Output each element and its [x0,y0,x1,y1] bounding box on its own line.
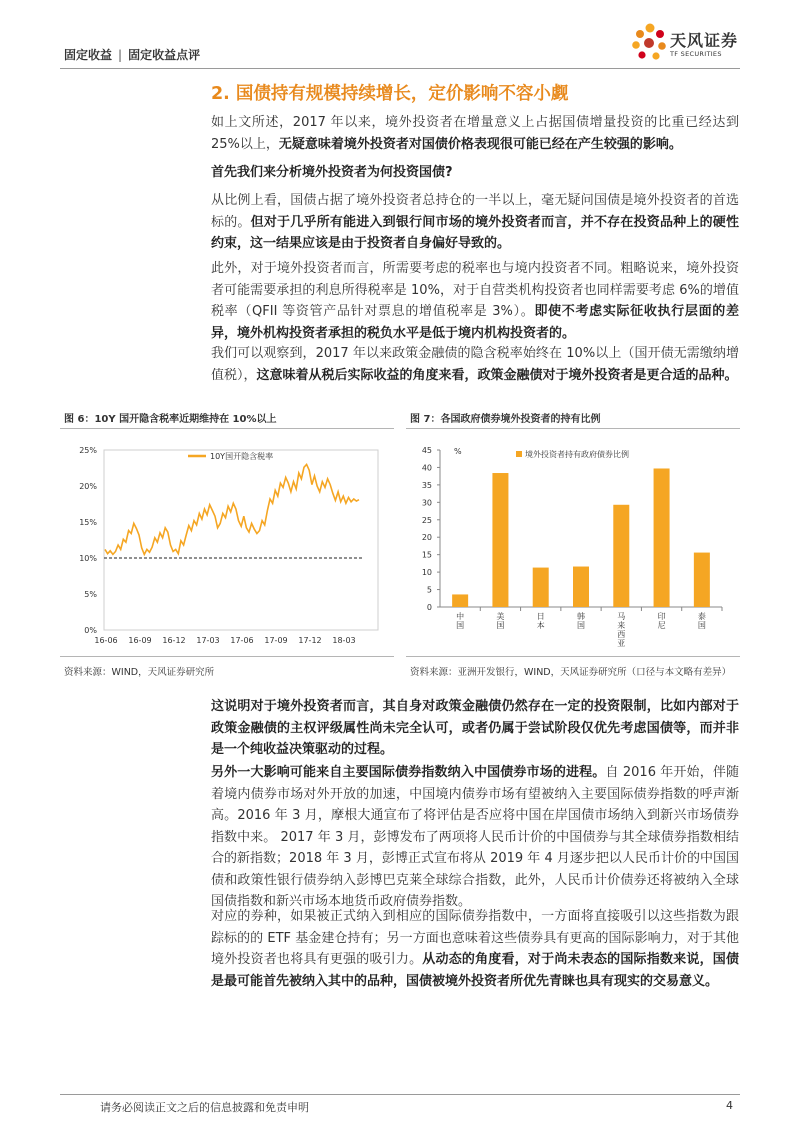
y-tick-label: 0% [84,626,97,635]
x-tick-label: 16-09 [128,636,152,645]
figure-7-bottom-rule [406,656,740,657]
unit-label: % [454,447,462,456]
x-tick-label: 16-06 [94,636,118,645]
x-tick-label: 17-09 [264,636,288,645]
brand-name-cn: 天风证券 [670,31,739,50]
y-tick-label: 25% [79,446,97,455]
legend-label: 境外投资者持有政府债券比例 [525,450,629,459]
bar-3 [573,567,589,607]
x-tick-label-2: 日本 [536,612,545,630]
brand-flower-icon [628,20,668,64]
figure-6-line-chart [60,432,394,654]
x-tick-label: 18-03 [332,636,356,645]
y-tick-label: 10% [79,554,97,563]
x-tick-label: 16-12 [162,636,186,645]
paragraph-3 [211,190,739,255]
figure-7-title: 图 7：各国政府债券境外投资者的持有比例 [410,414,601,425]
page-number: 4 [726,1099,733,1112]
bar-0 [452,594,468,607]
y-tick-label: 0 [426,603,432,612]
paragraph-5 [211,343,739,386]
bar-1 [492,473,508,607]
x-tick-label-1: 美国 [496,612,505,630]
header-subcategory: 固定收益点评 [128,48,201,62]
figure-6-top-rule [60,428,394,429]
brand-logo [628,20,748,68]
y-tick-label: 20 [421,533,432,543]
header-divider [60,68,740,69]
paragraph-1-text: 如上文所述，2017 年以来，境外投资者在增量意义上占据国债增量投资的比重已经达到 25%以上， [211,115,739,152]
bar-2 [533,568,549,607]
legend-swatch [516,451,522,457]
bar-6 [694,553,710,607]
paragraph-8 [211,906,739,992]
y-tick-label: 35 [421,480,432,490]
brand-name-en: TF SECURITIES [670,50,722,58]
x-tick-label-6: 泰国 [697,612,706,630]
figure-6-title: 图 6：10Y 国开隐含税率近期维持在 10%以上 [64,414,277,425]
x-tick-label: 17-12 [298,636,322,645]
footer-disclaimer: 请务必阅读正文之后的信息披露和免责申明 [100,1101,309,1114]
y-tick-label: 25 [421,515,432,525]
paragraph-7 [211,762,739,913]
y-tick-label: 5 [426,585,432,595]
paragraph-5-bold: 这意味着从税后实际收益的角度来看，政策金融债对于境外投资者是更合适的品种。 [256,367,738,383]
y-tick-label: 15% [79,518,97,527]
paragraph-1-bold: 无疑意味着境外投资者对国债价格表现很可能已经在产生较强的影响。 [278,136,682,152]
legend-label: 10Y国开隐含税率 [210,452,274,461]
paragraph-7-text: 自 2016 年开始，伴随着境内债券市场对外开放的加速，中国境内债券市场有望被纳入主要国际债券指数的呼声渐高。2016 年 3 月，摩根大通宣布了将评估是否应将中国在岸国债市场纳入到新兴市场债券指数中来。 2017 年 3 月，彭博发布了两项将人民币计价的中国债券与其全球债券指数相结合的新指数；2018 年 3 月，彭博正式宣布将从 2019 年 4 月逐步把以人民币计价的中国国债和政策性银行债券纳入彭博巴克莱全球综合指数，此外，人民币计价债券还将被纳入全球国债指数和新兴市场本地货币政府债券指数。 [211,765,739,909]
paragraph-8-bold: 从动态的角度看，对于尚未表态的国际指数来说，国债是最可能首先被纳入其中的品种，国债被境外投资者所优先青睐也具有现实的交易意义。 [211,952,739,989]
y-tick-label: 20% [79,482,97,491]
paragraph-4-text: 此外，对于境外投资者而言，所需要考虑的税率也与境内投资者不同。粗略说来，境外投资者可能需要承担的利息所得税率是 10%，对于自营类机构投资者也同样需要考虑 6%的增值税率（QFII 等资管产品针对票息的增值税率是 3%）。 [211,261,739,319]
y-tick-label: 30 [421,498,432,508]
footer-divider [60,1094,740,1095]
paragraph-7-bold: 另外一大影响可能来自主要国际债券指数纳入中国债券市场的进程。 [211,765,606,780]
y-tick-label: 5% [84,590,97,599]
header-separator: | [118,48,123,62]
paragraph-6 [211,696,739,761]
paragraph-1 [211,112,739,155]
x-tick-label-3: 韩国 [577,612,585,630]
figure-7-bar-chart [406,432,740,654]
paragraph-5-text: 我们可以观察到，2017 年以来政策金融债的隐含税率始终在 10%以上（国开债无需缴纳增值税）， [211,346,739,383]
bar-5 [654,468,670,607]
series-line-implied-tax-rate [105,464,359,554]
figure-7-top-rule [406,428,740,429]
y-tick-label: 15 [421,550,432,560]
figure-6-source: 资料来源：WIND，天风证券研究所 [64,667,215,678]
plot-frame [104,450,378,630]
paragraph-2-bold: 首先我们来分析境外投资者为何投资国债? [211,165,453,180]
bar-4 [613,505,629,607]
x-tick-label: 17-06 [230,636,254,645]
paragraph-4 [211,258,739,344]
figure-7-source: 资料来源：亚洲开发银行，WIND，天风证券研究所（口径与本文略有差异） [410,667,732,678]
figure-6-bottom-rule [60,656,394,657]
paragraph-6-bold: 这说明对于境外投资者而言，其自身对政策金融债仍然存在一定的投资限制，比如内部对于政策金融债的主权评级属性尚未完全认可，或者仍属于尝试阶段仅优先考虑国债等，而并非是一个纯收益决策驱动的过程。 [211,699,739,757]
section-title: 2. 国债持有规模持续增长，定价影响不容小觑 [211,84,569,104]
x-tick-label-4: 马来西亚 [617,612,626,648]
y-tick-label: 45 [421,446,432,455]
y-tick-label: 10 [421,568,432,578]
paragraph-8-text: 对应的券种，如果被正式纳入到相应的国际债券指数中，一方面将直接吸引以这些指数为跟踪标的的 ETF 基金建仓持有；另一方面也意味着这些债券具有更高的国际影响力，对于其他境外投资者也将具有更强的吸引力。 [211,909,739,967]
x-tick-label-5: 印尼 [657,612,666,630]
y-tick-label: 40 [421,463,432,473]
paragraph-3-text: 从比例上看，国债占据了境外投资者总持仓的一半以上，毫无疑问国债是境外投资者的首选标的。 [211,193,739,230]
paragraph-2 [211,162,739,184]
paragraph-3-bold: 但对于几乎所有能进入到银行间市场的境外投资者而言，并不存在投资品种上的硬性约束，这一结果应该是由于投资者自身偏好导致的。 [211,214,739,251]
header-breadcrumb [64,46,200,63]
x-tick-label: 17-03 [196,636,220,645]
x-tick-label-0: 中国 [456,612,465,630]
paragraph-4-bold: 即使不考虑实际征收执行层面的差异，境外机构投资者承担的税负水平是低于境内机构投资者的。 [211,304,739,341]
header-category: 固定收益 [64,48,113,62]
